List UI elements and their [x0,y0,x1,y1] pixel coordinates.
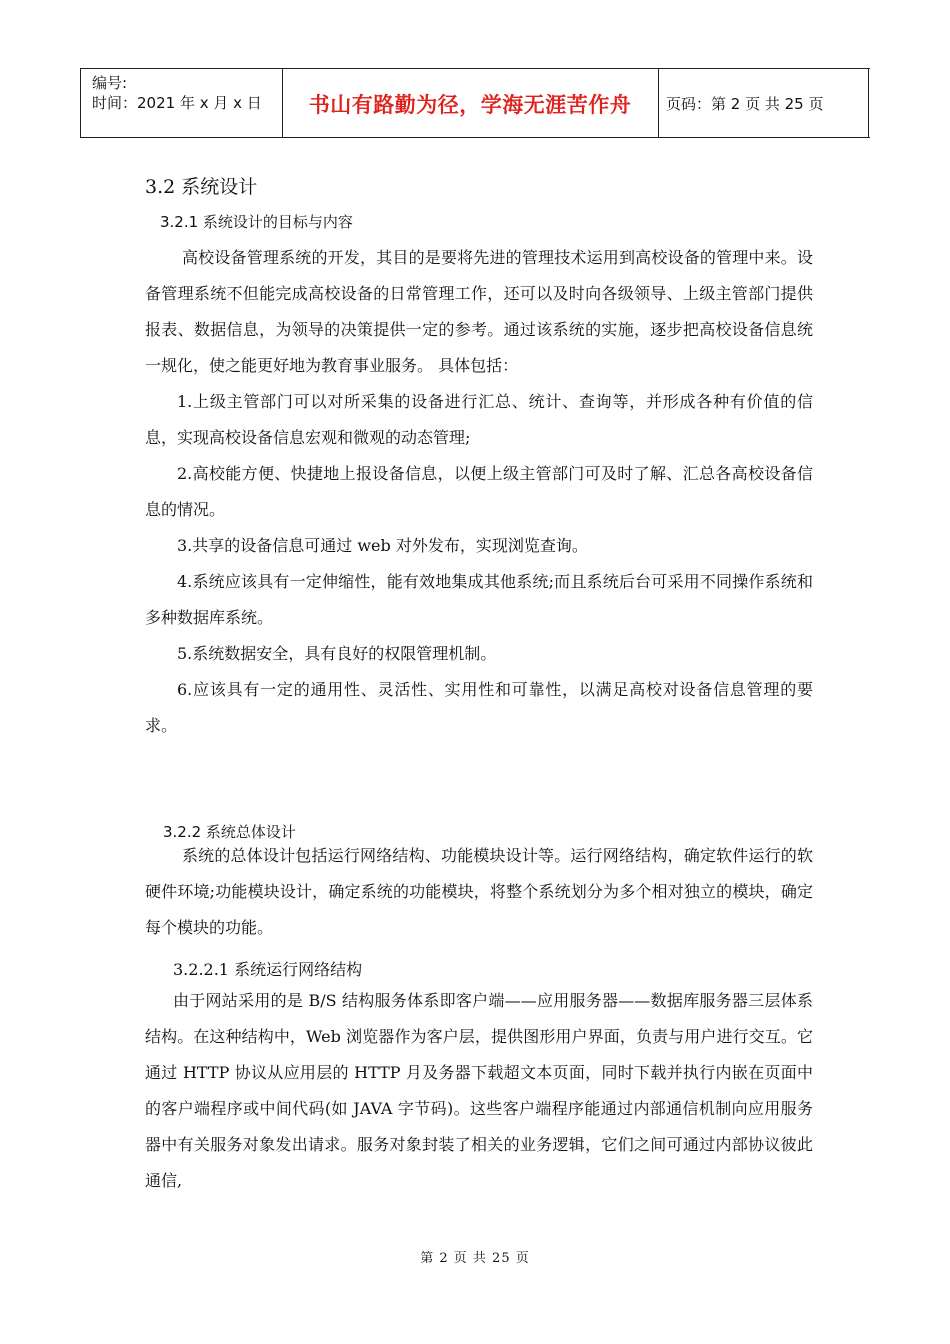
header-page-number: 页码：第 2 页 共 25 页 [666,95,824,113]
subsection-3-body [145,983,813,1199]
list-item: 5.系统数据安全，具有良好的权限管理机制。 [177,644,497,663]
header-serial: 编号: [92,74,128,92]
subsection-2-title: 3.2.2 系统总体设计 [163,823,296,841]
subsection-2-body [145,838,813,946]
subsection-1-intro: 高校设备管理系统的开发，其目的是要将先进的管理技术运用到高校设备的管理中来。设备管理系统不但能完成高校设备的日常管理工作，还可以及时向各级领导、上级主管部门提供报表、数据信息，为领导的决策提供一定的参考。通过该系统的实施，逐步把高校设备信息统一规化，使之能更好地为教育事业服务。 具体包括： [145,248,813,375]
subsection-3-title: 3.2.2.1 系统运行网络结构 [173,960,363,979]
section-title: 3.2 系统设计 [145,176,258,198]
page-header [80,68,870,138]
list-item: 4.系统应该具有一定伸缩性，能有效地集成其他系统;而且系统后台可采用不同操作系统和多种数据库系统。 [145,572,813,627]
header-motto: 书山有路勤为径，学海无涯苦作舟 [308,93,632,117]
list-item: 6.应该具有一定的通用性、灵活性、实用性和可靠性，以满足高校对设备信息管理的要求。 [145,680,813,735]
subsection-2-intro: 系统的总体设计包括运行网络结构、功能模块设计等。运行网络结构，确定软件运行的软硬件环境;功能模块设计，确定系统的功能模块，将整个系统划分为多个相对独立的模块，确定每个模块的功能。 [145,846,813,937]
subsection-1-title: 3.2.1 系统设计的目标与内容 [160,213,353,231]
header-border-right [868,69,869,137]
header-time: 时间：2021 年 x 月 x 日 [92,94,262,112]
list-item: 2.高校能方便、快捷地上报设备信息，以便上级主管部门可及时了解、汇总各高校设备信息的情况。 [145,464,813,519]
header-divider-2 [658,69,659,137]
page-footer: 第 2 页 共 25 页 [420,1251,530,1266]
list-item: 3.共享的设备信息可通过 web 对外发布，实现浏览查询。 [177,536,588,555]
list-item: 1.上级主管部门可以对所采集的设备进行汇总、统计、查询等，并形成各种有价值的信息，实现高校设备信息宏观和微观的动态管理; [145,392,813,447]
subsection-3-paragraph: 由于网站采用的是 B/S 结构服务体系即客户端——应用服务器——数据库服务器三层体系结构。在这种结构中，Web 浏览器作为客户层，提供图形用户界面，负责与用户进行交互。它通过 HTTP 协议从应用层的 HTTP 月及务器下载超文本页面，同时下载并执行内嵌在页面中的客户端程序或中间代码(如 JAVA 字节码)。这些客户端程序能通过内部通信机制向应用服务器中有关服务对象发出请求。服务对象封装了相关的业务逻辑，它们之间可通过内部协议彼此通信, [145,991,813,1190]
header-border-left [80,69,81,137]
header-meta [92,73,262,113]
subsection-1-body [145,240,813,744]
